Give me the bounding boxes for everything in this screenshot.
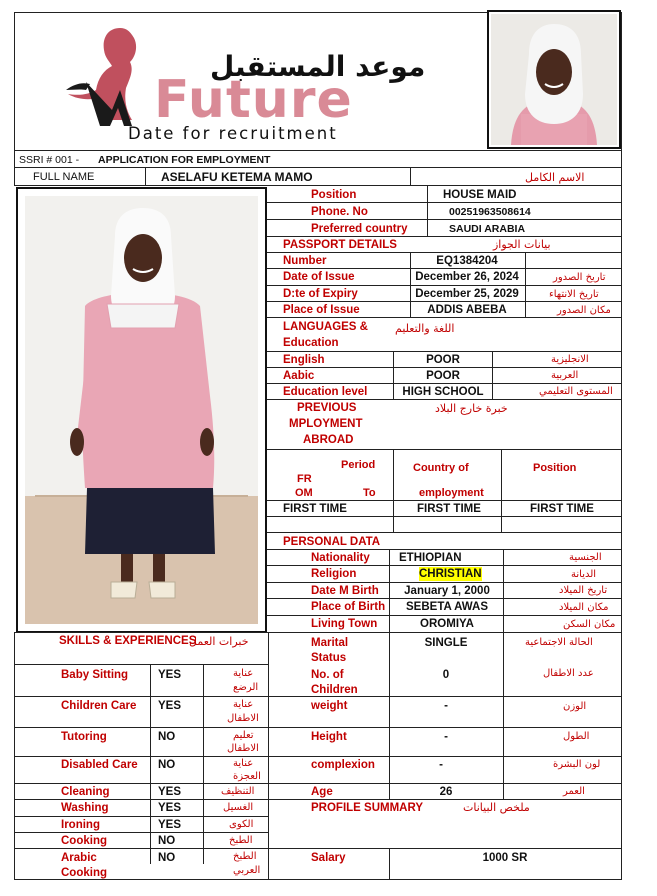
skill-tutoring-arabic: تعليم — [233, 730, 254, 741]
skills-header-arabic: خبرات العمل — [189, 635, 249, 648]
issue-place-arabic: مكان الصدور — [557, 305, 611, 316]
skill-children-care-arabic-2: الاطفال — [227, 713, 259, 724]
weight-value: - — [444, 700, 448, 712]
ssri-ref: SSRI # 001 - — [19, 154, 80, 166]
skill-ironing-value: YES — [158, 819, 182, 831]
skill-children-care-value: YES — [158, 700, 182, 712]
personal-data-table — [267, 533, 622, 632]
marital-label-line2: Status — [311, 652, 347, 664]
religion-label: Religion — [311, 568, 357, 580]
skill-disabled-care-arabic: عناية — [233, 758, 254, 769]
arabic-arabic: العربية — [551, 370, 579, 381]
living-town-label: Living Town — [311, 618, 378, 630]
skill-children-care-arabic: عناية — [233, 699, 254, 710]
skill-disabled-care-value: NO — [158, 759, 176, 771]
weight-arabic: الوزن — [563, 701, 587, 712]
languages-header-line2: Education — [283, 337, 339, 349]
from-label-line2: OM — [295, 487, 313, 499]
birth-place-arabic: مكان الميلاد — [559, 602, 609, 613]
religion-arabic: الديانة — [571, 569, 597, 580]
full-name-label: FULL NAME — [33, 171, 95, 183]
passport-number-value: EQ1384204 — [436, 255, 498, 267]
full-name-row — [14, 168, 622, 186]
birth-place-value: SEBETA AWAS — [406, 601, 488, 613]
experience-first-time-2: FIRST TIME — [417, 503, 481, 515]
application-title-row — [14, 150, 622, 168]
age-value: 26 — [439, 786, 453, 798]
passport-header-arabic: بيانات الجواز — [493, 238, 551, 251]
phone-value: 00251963508614 — [449, 206, 531, 218]
skill-arabic-cooking-label-line2: Cooking — [61, 867, 107, 879]
height-label: Height — [311, 731, 347, 743]
skill-baby-sitting-value: YES — [158, 669, 182, 681]
skill-baby-sitting-arabic-2: الرضع — [233, 682, 259, 693]
skill-cooking-label: Cooking — [61, 835, 107, 847]
nationality-arabic: الجنسية — [569, 552, 602, 563]
experience-table — [267, 400, 622, 533]
english-arabic: الانجليزية — [551, 354, 589, 365]
experience-header-line2: MPLOYMENT — [289, 418, 363, 430]
photo-frame — [16, 187, 267, 633]
birth-date-value: January 1, 2000 — [404, 585, 490, 597]
height-arabic: الطول — [563, 731, 590, 742]
skill-disabled-care-label: Disabled Care — [61, 759, 138, 771]
expiry-date-label: D:te of Expiry — [283, 288, 358, 300]
religion-value: CHRISTIAN — [419, 568, 482, 580]
experience-first-time-3: FIRST TIME — [530, 503, 594, 515]
age-label: Age — [311, 786, 333, 798]
education-label: Education level — [283, 386, 368, 398]
arabic-label: Aabic — [283, 370, 315, 382]
experience-header-line3: ABROAD — [303, 434, 354, 446]
english-label: English — [283, 354, 325, 366]
salary-value: 1000 SR — [482, 852, 528, 864]
experience-first-time-1: FIRST TIME — [283, 503, 347, 515]
height-value: - — [444, 731, 448, 743]
skill-tutoring-label: Tutoring — [61, 731, 107, 743]
marital-label: Marital — [311, 637, 349, 649]
birth-place-label: Place of Birth — [311, 601, 386, 613]
complexion-arabic: لون البشرة — [553, 759, 601, 770]
applicant-photo-full — [25, 196, 258, 624]
children-label-line2: Children — [311, 684, 358, 696]
experience-header: PREVIOUS — [297, 402, 357, 414]
skill-washing-label: Washing — [61, 802, 109, 814]
salary-label: Salary — [311, 852, 346, 864]
full-name-value: ASELAFU KETEMA MAMO — [161, 170, 313, 184]
skill-arabic-cooking-value: NO — [158, 852, 176, 864]
education-arabic: المستوى التعليمي — [539, 386, 613, 397]
logo-tagline: Date for recruitment — [128, 124, 338, 143]
marital-arabic: الحالة الاجتماعية — [525, 637, 593, 648]
english-value: POOR — [426, 354, 460, 366]
skill-baby-sitting-label: Baby Sitting — [61, 669, 129, 681]
skill-children-care-label: Children Care — [61, 700, 137, 712]
issue-place-label: Place of Issue — [283, 304, 360, 316]
from-label: FR — [297, 473, 312, 485]
passport-table — [267, 237, 622, 318]
position-label: Position — [311, 189, 357, 201]
preferred-country-label: Preferred country — [311, 223, 408, 235]
country-of-employment-label: Country of — [413, 462, 469, 474]
living-town-arabic: مكان السكن — [563, 619, 616, 630]
application-title: APPLICATION FOR EMPLOYMENT — [98, 154, 271, 166]
birth-date-arabic: تاريخ الميلاد — [559, 585, 608, 596]
nationality-label: Nationality — [311, 552, 370, 564]
profile-summary-arabic: ملخص البيانات — [463, 801, 530, 814]
experience-position-label: Position — [533, 462, 577, 474]
skill-cleaning-value: YES — [158, 786, 182, 798]
skill-cleaning-label: Cleaning — [61, 786, 110, 798]
personal-data-header: PERSONAL DATA — [283, 536, 381, 548]
languages-header: LANGUAGES & — [283, 321, 368, 333]
languages-table — [267, 318, 622, 400]
passport-header: PASSPORT DETAILS — [283, 239, 397, 251]
photo-thumbnail — [487, 10, 621, 149]
children-label: No. of — [311, 669, 344, 681]
complexion-value: - — [439, 759, 443, 771]
children-value: 0 — [442, 669, 450, 681]
skill-cooking-arabic: الطبخ — [229, 835, 253, 846]
issue-date-value: December 26, 2024 — [415, 271, 519, 283]
applicant-photo-small — [491, 14, 617, 145]
job-info-table — [267, 186, 622, 237]
passport-number-label: Number — [283, 255, 327, 267]
issue-date-arabic: تاريخ الصدور — [553, 272, 606, 283]
skills-header: SKILLS & EXPERIENCES — [59, 635, 197, 647]
skill-disabled-care-arabic-2: العجزة — [233, 771, 261, 782]
skill-tutoring-value: NO — [158, 731, 176, 743]
skill-arabic-cooking-label: Arabic — [61, 852, 97, 864]
skill-ironing-arabic: الكوى — [229, 819, 254, 830]
logo — [60, 20, 440, 145]
logo-arabic-text: موعد المستقبل — [210, 50, 426, 83]
lower-section — [14, 632, 622, 880]
profile-summary-label: PROFILE SUMMARY — [311, 802, 424, 814]
children-arabic: عدد الاطفال — [543, 668, 594, 679]
to-label: To — [363, 487, 376, 499]
marital-value: SINGLE — [424, 637, 468, 649]
skill-ironing-label: Ironing — [61, 819, 100, 831]
position-value: HOUSE MAID — [443, 189, 517, 201]
weight-label: weight — [311, 700, 348, 712]
skill-arabic-cooking-arabic-2: العربي — [233, 865, 261, 876]
logo-brand-text: Future — [154, 70, 353, 130]
skill-baby-sitting-arabic: عناية — [233, 668, 254, 679]
age-arabic: العمر — [563, 786, 585, 797]
skill-washing-arabic: الغسيل — [223, 802, 254, 813]
nationality-value: ETHIOPIAN — [399, 552, 462, 564]
skill-tutoring-arabic-2: الاطفال — [227, 743, 259, 754]
preferred-country-value: SAUDI ARABIA — [449, 223, 526, 235]
experience-header-arabic: خبرة خارج البلاد — [435, 402, 508, 415]
languages-header-arabic: اللغة والتعليم — [395, 322, 455, 335]
country-of-employment-label-line2: employment — [419, 487, 484, 499]
skill-washing-value: YES — [158, 802, 182, 814]
skill-arabic-cooking-arabic: الطبخ — [233, 851, 257, 862]
living-town-value: OROMIYA — [420, 618, 474, 630]
expiry-date-value: December 25, 2029 — [415, 288, 519, 300]
expiry-date-arabic: تاريخ الانتهاء — [549, 289, 599, 300]
skill-cooking-value: NO — [158, 835, 176, 847]
arabic-value: POOR — [426, 370, 460, 382]
birth-date-label: Date M Birth — [311, 585, 379, 597]
education-value: HIGH SCHOOL — [402, 386, 484, 398]
phone-label: Phone. No — [311, 206, 368, 218]
skill-cleaning-arabic: التنظيف — [221, 786, 255, 797]
full-name-arabic: الاسم الكامل — [525, 171, 585, 184]
issue-place-value: ADDIS ABEBA — [427, 304, 507, 316]
issue-date-label: Date of Issue — [283, 271, 355, 283]
period-label: Period — [341, 459, 376, 471]
complexion-label: complexion — [311, 759, 375, 771]
